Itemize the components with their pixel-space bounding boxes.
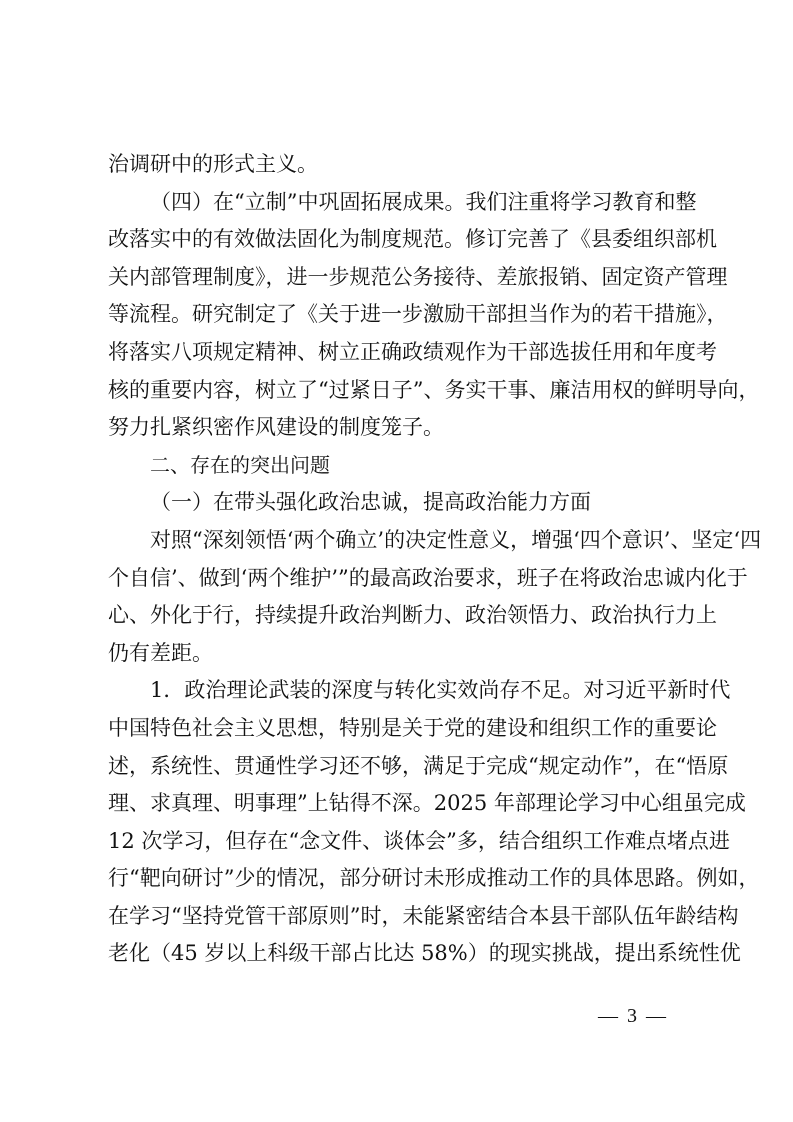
- paragraph-line: 努力扎紧织密作风建设的制度笼子。: [108, 415, 444, 440]
- paragraph-line: 仍有差距。: [108, 640, 213, 665]
- paragraph-line: 12 次学习，但存在“念文件、谈体会”多，结合组织工作难点堵点进: [108, 828, 730, 853]
- paragraph-line: 述，系统性、贯通性学习还不够，满足于完成“规定动作”，在“悟原: [108, 753, 729, 778]
- paragraph-theory-study: [108, 672, 760, 973]
- paragraph-line: 对照“深刻领悟‘两个确立’的决定性意义，增强‘四个意识’、坚定‘四: [150, 527, 762, 552]
- paragraph-line: 治调研中的形式主义。: [108, 152, 318, 176]
- paragraph-line: 改落实中的有效做法固化为制度规范。修订完善了《县委组织部机: [108, 227, 717, 252]
- paragraph-line: 核的重要内容，树立了“过紧日子”、务实干事、廉洁用权的鲜明导向，: [108, 377, 760, 402]
- paragraph-line: （四）在“立制”中巩固拓展成果。我们注重将学习教育和整: [150, 189, 697, 214]
- paragraph-line: 1．政治理论武装的深度与转化实效尚存不足。对习近平新时代: [150, 678, 731, 703]
- paragraph-political-loyalty: [108, 522, 762, 672]
- paragraph-line: 等流程。研究制定了《关于进一步激励干部担当作为的若干措施》，: [108, 302, 728, 327]
- paragraph-line: 行“靶向研讨”少的情况，部分研讨未形成推动工作的具体思路。例如，: [108, 866, 760, 891]
- paragraph-line: 在学习“坚持党管干部原则”时，未能紧密结合本县干部队伍年龄结构: [108, 903, 739, 928]
- paragraph-institution: [108, 184, 760, 447]
- subsection-heading: （一）在带头强化政治忠诚，提高政治能力方面: [150, 490, 591, 515]
- paragraph-line: 将落实八项规定精神、树立正确政绩观作为干部选拔任用和年度考: [108, 339, 717, 364]
- section-heading: 二、存在的突出问题: [150, 452, 330, 477]
- page-number: — 3 —: [598, 1005, 668, 1027]
- document-body: [108, 146, 762, 973]
- paragraph-line: 中国特色社会主义思想，特别是关于党的建设和组织工作的重要论: [108, 715, 717, 740]
- paragraph-line: 个自信’、做到‘两个维护’”的最高政治要求，班子在将政治忠诚内化于: [108, 565, 748, 590]
- paragraph-line: 理、求真理、明事理”上钻得不深。2025 年部理论学习中心组虽完成: [108, 791, 746, 816]
- paragraph-line: 心、外化于行，持续提升政治判断力、政治领悟力、政治执行力上: [108, 603, 717, 628]
- paragraph-line: 关内部管理制度》，进一步规范公务接待、差旅报销、固定资产管理: [108, 264, 728, 289]
- paragraph-line: 老化（45 岁以上科级干部占比达 58%）的现实挑战，提出系统性优: [108, 941, 741, 966]
